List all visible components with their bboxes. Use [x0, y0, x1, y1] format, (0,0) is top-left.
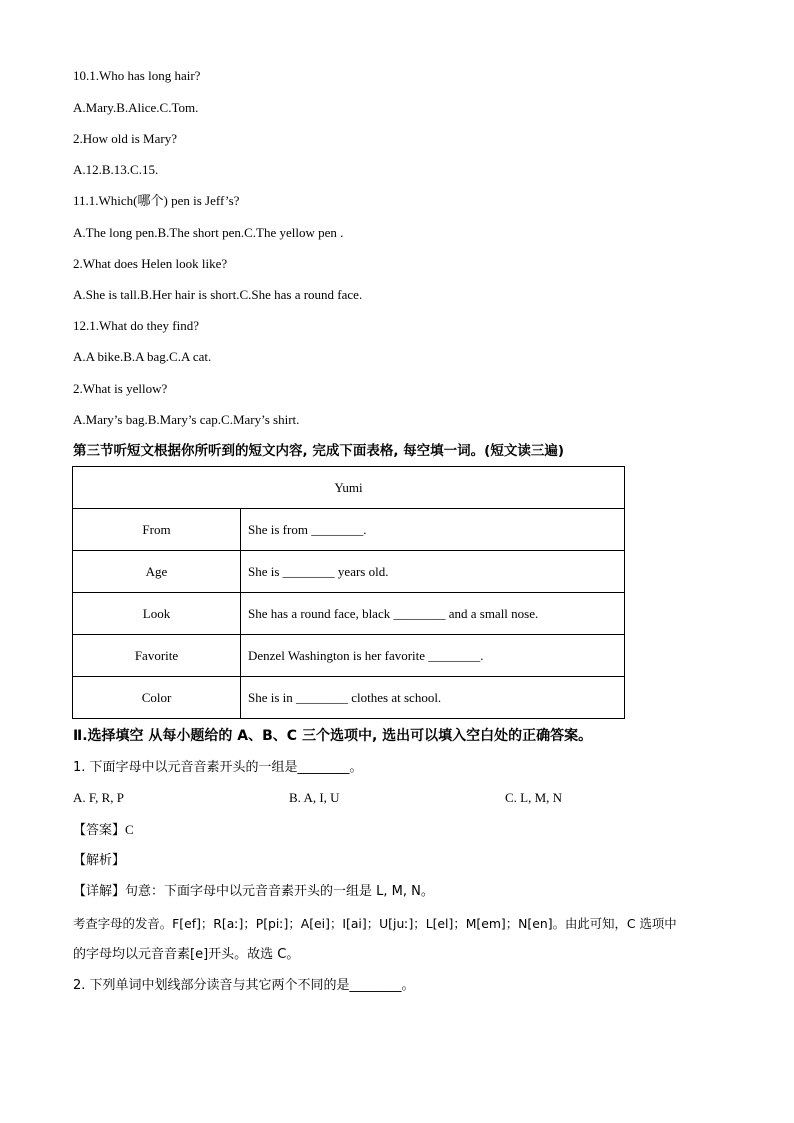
q1-option-b: B. A, I, U: [289, 790, 340, 805]
table-label: Look: [73, 593, 241, 635]
answer-line: [73, 822, 134, 839]
table-label: From: [73, 509, 241, 551]
table-value: She has a round face, black ________ and a small nose.: [241, 593, 625, 635]
table-label: Color: [73, 677, 241, 719]
explanation-line-2: 的字母均以元音音素[e]开头。故选 C。: [73, 947, 300, 962]
table-row: [73, 509, 625, 551]
q1-option-a: A. F, R, P: [73, 790, 124, 805]
question-11-2: 2.What does Helen look like?: [73, 256, 228, 271]
table-row: [73, 551, 625, 593]
table-row: [73, 467, 625, 509]
options-12-1: A.A bike.B.A bag.C.A cat.: [73, 349, 212, 364]
analysis-label: 【解析】: [73, 853, 126, 868]
question-10-1: 10.1.Who has long hair?: [73, 68, 201, 83]
part2-heading: Ⅱ.选择填空 从每小题给的 A、B、C 三个选项中, 选出可以填入空白处的正确答案。: [73, 728, 593, 744]
question-12-2: 2.What is yellow?: [73, 381, 168, 396]
options-10-2: A.12.B.13.C.15.: [73, 162, 159, 177]
table-value: She is ________ years old.: [241, 551, 625, 593]
table-row: [73, 593, 625, 635]
table-title: Yumi: [73, 467, 625, 509]
answer-label: 【答案】: [73, 823, 126, 838]
question-10-2: 2.How old is Mary?: [73, 131, 177, 146]
table-value: Denzel Washington is her favorite ________.: [241, 635, 625, 677]
question-12-1: 12.1.What do they find?: [73, 318, 199, 333]
section3-heading: 第三节听短文根据你所听到的短文内容, 完成下面表格, 每空填一词。(短文读三遍): [73, 443, 564, 459]
table-label: Age: [73, 551, 241, 593]
q2-stem: 2. 下列单词中划线部分读音与其它两个不同的是________。: [73, 978, 415, 993]
table-row: [73, 635, 625, 677]
table-value: She is in ________ clothes at school.: [241, 677, 625, 719]
options-12-2: A.Mary’s bag.B.Mary’s cap.C.Mary’s shirt.: [73, 412, 300, 427]
options-10-1: A.Mary.B.Alice.C.Tom.: [73, 100, 199, 115]
options-11-1: A.The long pen.B.The short pen.C.The yellow pen .: [73, 225, 344, 240]
q1-stem: 1. 下面字母中以元音音素开头的一组是________。: [73, 760, 363, 775]
table-value: She is from ________.: [241, 509, 625, 551]
detail-text: 【详解】句意：下面字母中以元音音素开头的一组是 L, M, N。: [73, 884, 434, 899]
info-table: [72, 466, 625, 719]
explanation-line-1: 考查字母的发音。F[ef]；R[aː]；P[piː]；A[ei]；I[ai]；U[juː]；L[el]；M[em]；N[en]。由此可知，C 选项中: [73, 916, 677, 931]
table-label: Favorite: [73, 635, 241, 677]
q1-option-c: C. L, M, N: [505, 790, 563, 805]
options-11-2: A.She is tall.B.Her hair is short.C.She has a round face.: [73, 287, 363, 302]
table-row: [73, 677, 625, 719]
answer-value: C: [125, 822, 134, 837]
question-11-1: 11.1.Which(哪个) pen is Jeff’s?: [73, 193, 240, 208]
